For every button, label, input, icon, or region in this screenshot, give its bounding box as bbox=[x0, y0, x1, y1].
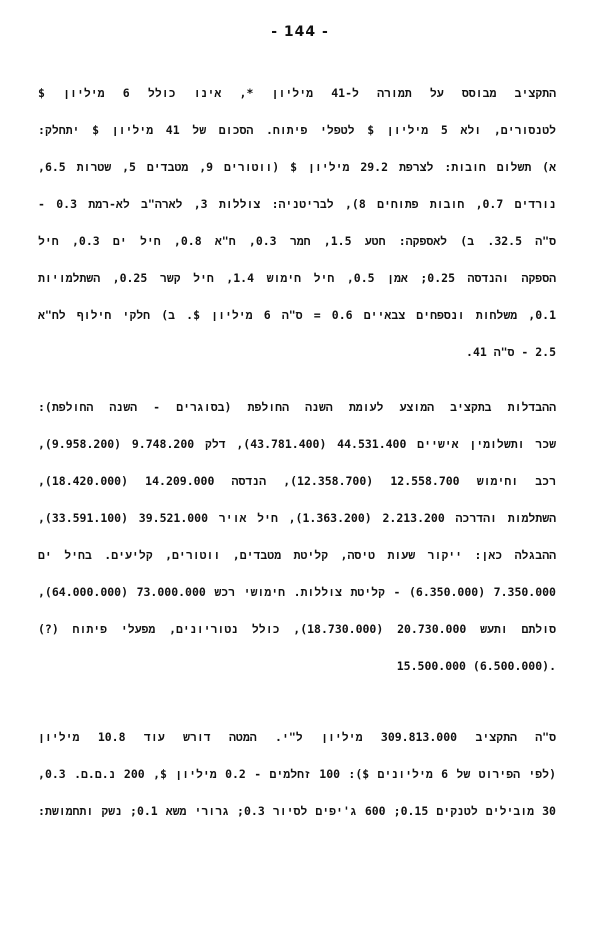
text-line: 0.1, משלחות ונספחים צבאיים 0.6 = ס"ה 6 מיליון $. ב) חלקי חילוף לח"א bbox=[38, 308, 556, 322]
text-line: הספקה והנדסה 0.25; אמן 0.5, חיל חימוש 1.4, חיל קשר 0.25, השתלמויות bbox=[38, 271, 556, 285]
text-line: א) תשלום חובות: לצרפת 29.2 מיליון $ (ווטורים 9, מטבדים 5, שטרות 6.5, bbox=[38, 160, 556, 174]
text-line: ס"ה 32.5. ב) לאספקה: חטע 1.5, חמר 0.3, ח"א 0.8, חיל ים 0.3, חיל bbox=[38, 234, 556, 248]
text-line: 7.350.000 (6.350.000) - קליטת צוללות. חימושי רכש 73.000.000 (64.000.000), bbox=[38, 585, 556, 599]
paragraph-budget-differences bbox=[38, 389, 556, 685]
text-line: רכב וחימוש 12.558.700 (12.358.700), הנדסה 14.209.000 (18.420.000), bbox=[38, 474, 556, 488]
text-line: שכר ותשלומין אישיים 44.531.400 (43.781.400), דלק 9.748.200 (9.958.200), bbox=[38, 437, 556, 451]
text-line: (לפי הפירוט של 6 מיליונים $): 100 זחלמים - 0.2 מיליון $, 200 נ.ם.ם. 0.3, bbox=[38, 767, 556, 781]
text-line: השתלמות והדרכה 2.213.200 (1.363.200), חיל אויר 39.521.000 (33.591.100), bbox=[38, 511, 556, 525]
text-line: ההבדלות בתקציב המוצע לעומת השנה החולפת (בסוגרים - השנה החולפת): bbox=[38, 400, 556, 414]
text-line: 30 מובילים לטנקים 0.15; 600 ג'יפים לסיור 0.3; גרורי משא 0.1; נשק ותחמושת: bbox=[38, 804, 556, 818]
text-line: 15.500.000 (6.500.000). bbox=[396, 659, 556, 673]
paragraph-budget-breakdown bbox=[38, 75, 556, 371]
text-line: התקציב מבוסס על תמורה ל-41 מיליון *, אינו כולל 6 מיליון $ bbox=[38, 86, 556, 100]
text-line: סולתם ותעש 20.730.000 (18.730.000), כולל נטוריונים, מפעלי פיתוח (?) bbox=[38, 622, 556, 636]
text-line: ס"ה התקציב 309.813.000 מיליון ל"י. המטה דורש עוד 10.8 מיליון bbox=[38, 730, 556, 744]
text-line: ההבגלה כאן: ייקור שעות טיסה, קליטת מטבדים, ווטורים, קליעים. בחיל ים bbox=[38, 548, 556, 562]
text-line: נורדים 0.7, חובות פתוחים 8), לבריטניה: צוללות 3, לארה"ב לא-רמת 0.3 - bbox=[38, 197, 556, 211]
paragraph-budget-total bbox=[38, 719, 556, 830]
text-line: 2.5 - ס"ה 41. bbox=[466, 345, 556, 359]
page-number: - 144 - bbox=[271, 24, 329, 40]
text-line: לטנסורים, ולא 5 מיליון $ לטפלי פיתוח. הסכום של 41 מיליון $ יתחלק: bbox=[38, 123, 556, 137]
